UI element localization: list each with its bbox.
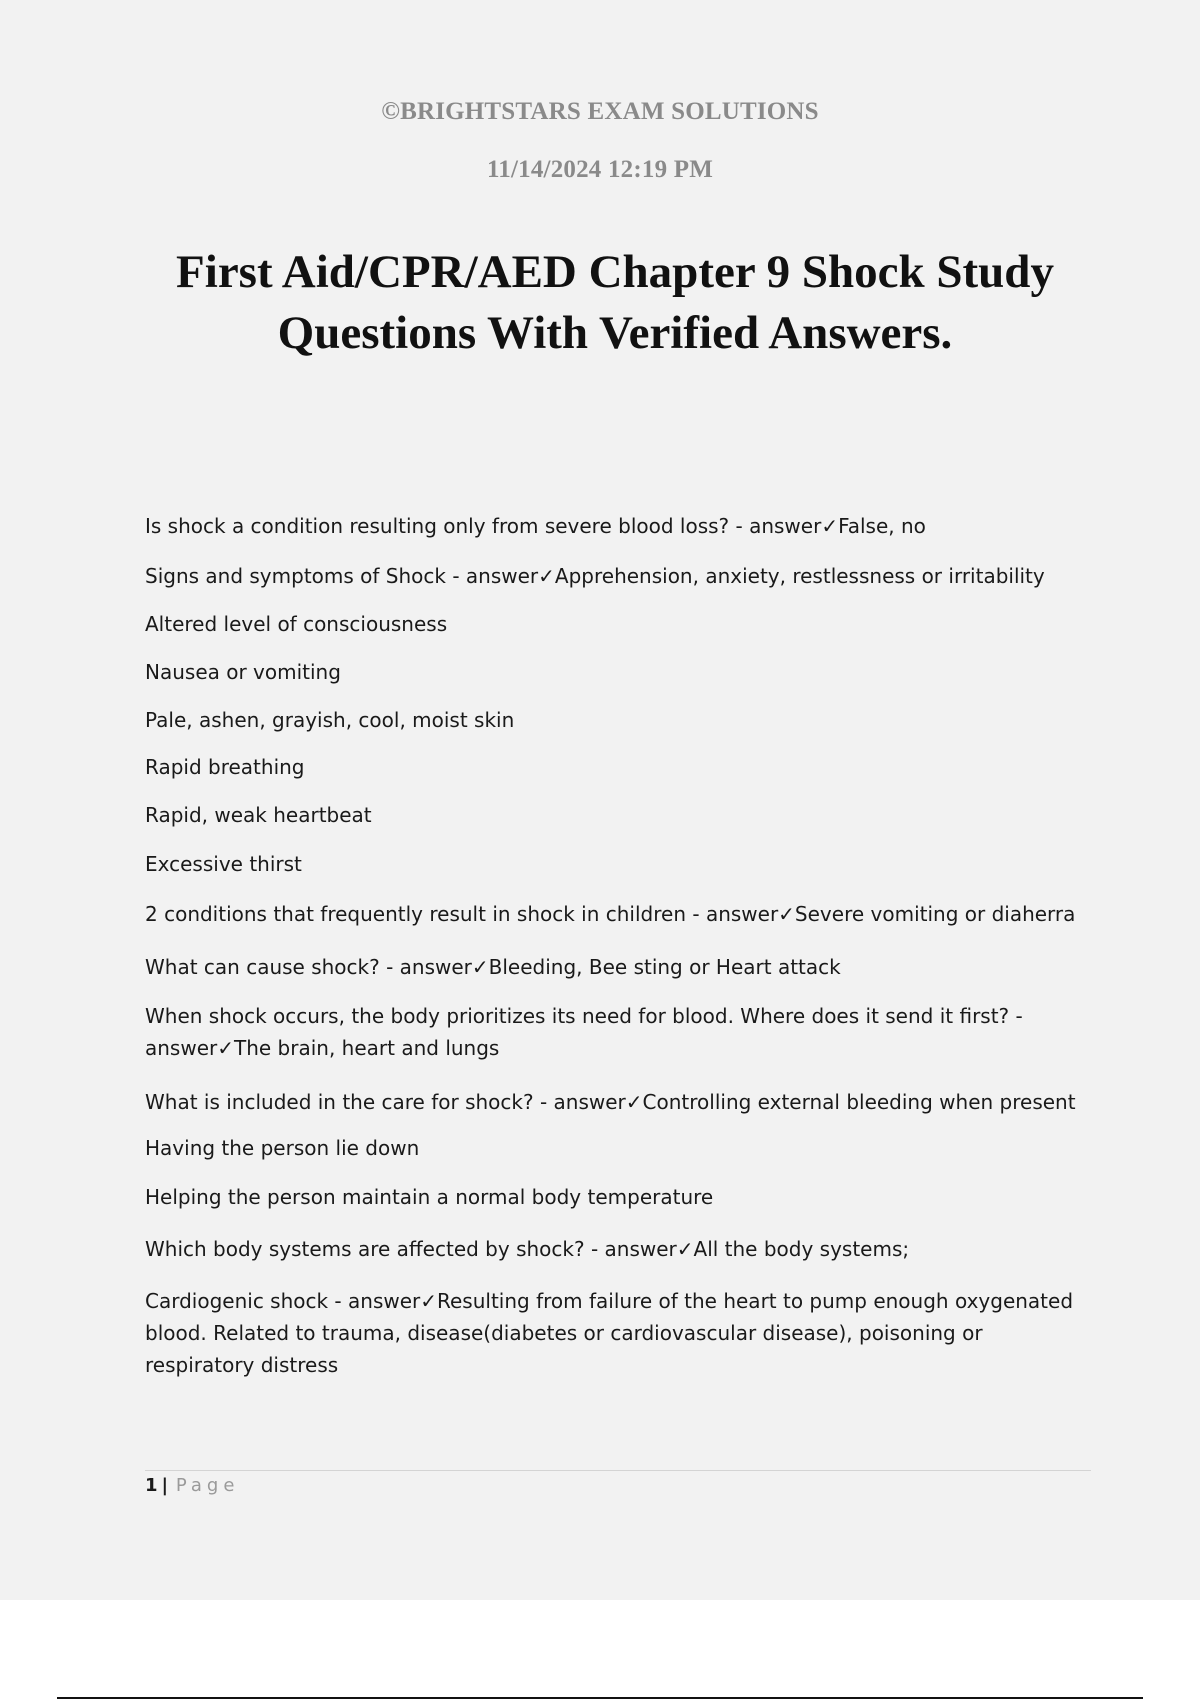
list-item: Rapid, weak heartbeat bbox=[145, 803, 372, 827]
qa-entry: Cardiogenic shock - answer✓Resulting from failure of the heart to pump enough oxygenated blood. Related to trauma, disease(diabetes or cardiovascular disease), poisoning or respiratory distress bbox=[145, 1289, 1074, 1377]
footer-divider bbox=[145, 1470, 1091, 1471]
qa-entry: 2 conditions that frequently result in shock in children - answer✓Severe vomiting or diaherra bbox=[145, 902, 1076, 926]
list-item: Altered level of consciousness bbox=[145, 612, 448, 636]
page-footer bbox=[145, 1474, 239, 1498]
qa-entry: What can cause shock? - answer✓Bleeding, Bee sting or Heart attack bbox=[145, 955, 841, 979]
list-item: Rapid breathing bbox=[145, 755, 305, 779]
list-item: Pale, ashen, grayish, cool, moist skin bbox=[145, 708, 515, 732]
list-item: Excessive thirst bbox=[145, 852, 302, 876]
document-title: First Aid/CPR/AED Chapter 9 Shock Study Questions With Verified Answers. bbox=[176, 246, 1054, 359]
qa-entry: Is shock a condition resulting only from severe blood loss? - answer✓False, no bbox=[145, 514, 926, 538]
page-separator: | bbox=[161, 1475, 169, 1496]
qa-entry: When shock occurs, the body prioritizes its need for blood. Where does it send it first? - answer✓The brain, heart and lungs bbox=[145, 1004, 1023, 1060]
qa-entry: Which body systems are affected by shock? - answer✓All the body systems; bbox=[145, 1237, 910, 1261]
qa-entry: Signs and symptoms of Shock - answer✓Apprehension, anxiety, restlessness or irritability bbox=[145, 564, 1045, 588]
list-item: Helping the person maintain a normal body temperature bbox=[145, 1185, 714, 1209]
copyright-header: ©BRIGHTSTARS EXAM SOLUTIONS bbox=[381, 98, 819, 125]
list-item: Having the person lie down bbox=[145, 1136, 420, 1160]
page-label: Page bbox=[175, 1475, 240, 1496]
list-item: Nausea or vomiting bbox=[145, 660, 341, 684]
page-number: 1 bbox=[145, 1475, 158, 1496]
next-page-divider bbox=[57, 1697, 1143, 1699]
qa-entry: What is included in the care for shock? - answer✓Controlling external bleeding when present bbox=[145, 1090, 1076, 1114]
timestamp-header: 11/14/2024 12:19 PM bbox=[486, 156, 713, 183]
